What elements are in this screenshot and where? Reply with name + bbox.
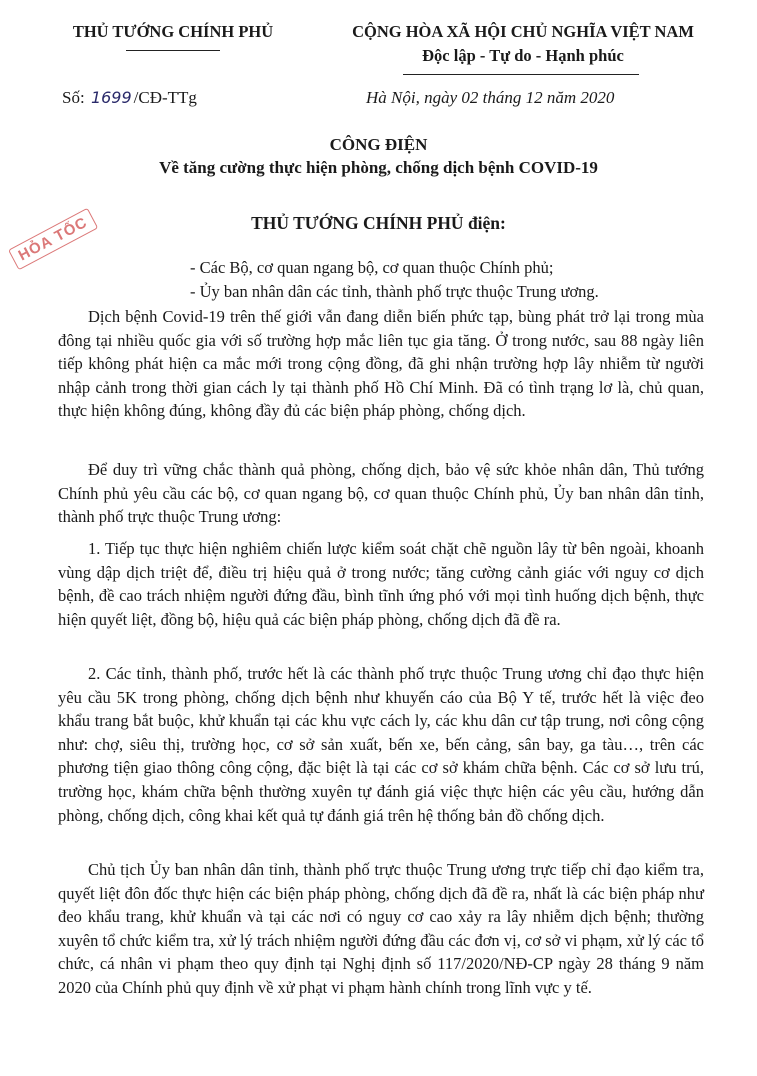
doc-number-suffix: /CĐ-TTg	[133, 88, 197, 107]
body-paragraph: Dịch bệnh Covid-19 trên thế giới vẫn đang diễn biến phức tạp, bùng phát trở lại trong mùa đông tại nhiều quốc gia với số trường hợp mắc liên tục gia tăng. Ở trong nước, sau 88 ngày liên tiếp không phát hiện ca mắc mới trong cộng đồng, đã ghi nhận trường hợp lây nhiễm từ người nhập cảnh trong thời gian cách ly tại thành phố Hồ Chí Minh. Đã có tình trạng lơ là, chủ quan, thực hiện không đúng, không đầy đủ các biện pháp phòng, chống dịch.	[58, 307, 704, 421]
motto-underline	[403, 74, 639, 75]
agency-underline	[126, 50, 220, 51]
directive-item-2: 2. Các tỉnh, thành phố, trước hết là các thành phố trực thuộc Trung ương chỉ đạo thực hiện yêu cầu 5K trong phòng, chống dịch bệnh như khuyến cáo của Bộ Y tế, trước hết là việc đeo khẩu trang bắt buộc, khử khuẩn tại các khu vực cách ly, các khu dân cư tập trung, nơi công cộng như: chợ, siêu thị, trường học, cơ sở sản xuất, bến xe, bến cảng, sân bay, ga tàu…, trên các phương tiện giao thông công cộng, đặc biệt là tại các cơ sở khám chữa bệnh. Các cơ sở lưu trú, trường học, khám chữa bệnh thường xuyên tự đánh giá việc thực hiện các yêu cầu, hướng dẫn phòng, chống dịch, công khai kết quả tự đánh giá trên hệ thống bản đồ chống dịch.	[58, 664, 704, 825]
document-subject: Về tăng cường thực hiện phòng, chống dịch bệnh COVID-19	[159, 158, 598, 177]
doc-number-handwritten: 1699	[90, 88, 132, 107]
urgent-stamp: HỎA TỐC	[8, 208, 98, 270]
document-type-title: CÔNG ĐIỆN	[329, 135, 428, 154]
body-paragraph: Chủ tịch Ủy ban nhân dân tỉnh, thành phố trực thuộc Trung ương trực tiếp chỉ đạo kiểm tra, quyết liệt đôn đốc thực hiện các biện pháp phòng, chống dịch đã đề ra, nhất là các biện pháp như đeo khẩu trang, khử khuẩn và tại các nơi có nguy cơ cao xảy ra lây nhiễm dịch bệnh; thường xuyên tổ chức kiểm tra, xử lý trách nhiệm người đứng đầu các đơn vị, cơ sở vi phạm, xử lý các tổ chức, cá nhân vi phạm theo quy định tại Nghị định số 117/2020/NĐ-CP ngày 28 tháng 9 năm 2020 của Chính phủ quy định về xử phạt vi phạm hành chính trong lĩnh vực y tế.	[58, 860, 704, 997]
place-date-line: Hà Nội, ngày 02 tháng 12 năm 2020	[366, 88, 615, 107]
recipient-line: - Ủy ban nhân dân các tỉnh, thành phố trực thuộc Trung ương.	[190, 282, 599, 301]
national-header	[318, 22, 728, 66]
country-name: CỘNG HÒA XÃ HỘI CHỦ NGHĨA VIỆT NAM	[352, 22, 694, 41]
document-number	[62, 88, 197, 108]
issuing-agency: THỦ TƯỚNG CHÍNH PHỦ	[72, 22, 274, 41]
recipient-line: - Các Bộ, cơ quan ngang bộ, cơ quan thuộc Chính phủ;	[190, 258, 554, 277]
directive-item-1: 1. Tiếp tục thực hiện nghiêm chiến lược kiểm soát chặt chẽ nguồn lây từ bên ngoài, khoanh vùng dập dịch triệt để, điều trị hiệu quả ở trong nước; tăng cường cảnh giác với nguy cơ dịch bệnh, đề cao trách nhiệm người đứng đầu, bình tĩnh ứng phó với mọi tình huống dịch bệnh, thực hiện quyết liệt, đồng bộ, hiệu quả các biện pháp phòng, chống dịch đã đề ra.	[58, 539, 704, 629]
body-paragraph: Để duy trì vững chắc thành quả phòng, chống dịch, bảo vệ sức khỏe nhân dân, Thủ tướng Chính phủ yêu cầu các bộ, cơ quan ngang bộ, cơ quan thuộc Chính phủ, Ủy ban nhân dân tỉnh, thành phố trực thuộc Trung ương:	[58, 460, 704, 527]
doc-number-prefix: Số:	[62, 88, 85, 107]
national-motto: Độc lập - Tự do - Hạnh phúc	[422, 46, 624, 65]
sender-line: THỦ TƯỚNG CHÍNH PHỦ điện:	[251, 213, 506, 233]
